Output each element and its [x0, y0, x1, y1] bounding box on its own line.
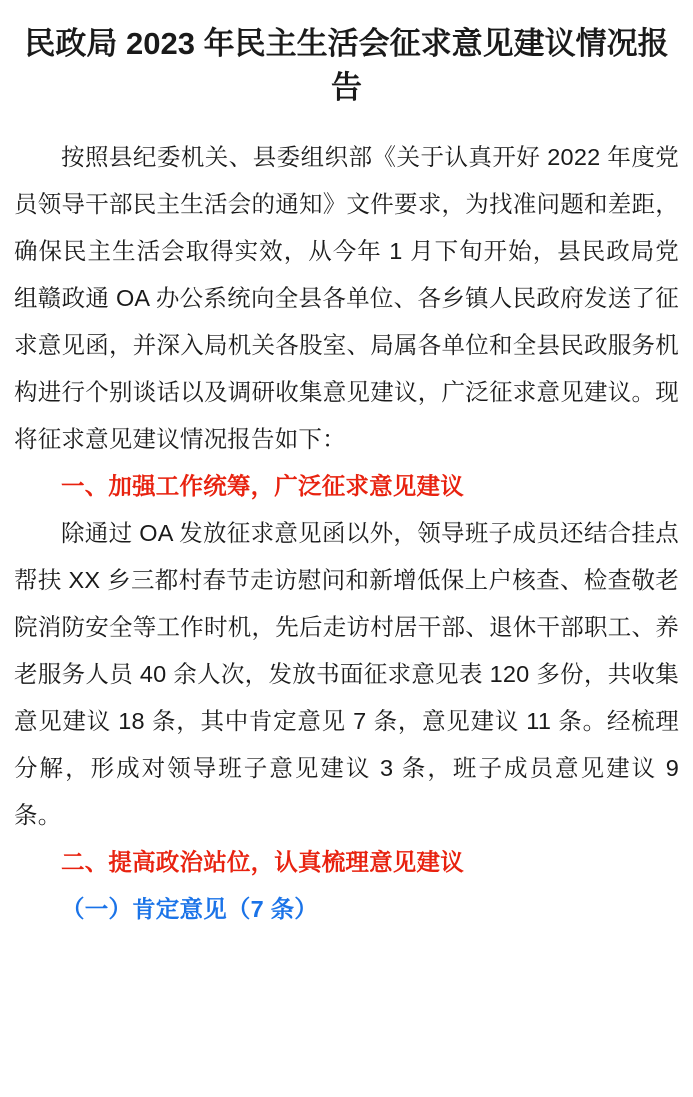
document-body — [14, 134, 679, 933]
section-heading-two: 二、提高政治站位，认真梳理意见建议 — [61, 849, 464, 875]
subsection-heading-one: （一）肯定意见（7 条） — [61, 896, 318, 922]
paragraph-section-one-body: 除通过 OA 发放征求意见函以外，领导班子成员还结合挂点帮扶 XX 乡三都村春节走访慰问和新增低保上户核查、检查敬老院消防安全等工作时机，先后走访村居干部、退休干部职工、养老服务人员 40 余人次，发放书面征求意见表 120 多份，共收集意见建议 18 条，其中肯定意见 7 条，意见建议 11 条。经梳理分解，形成对领导班子意见建议 3 条，班子成员意见建议 9 条。 — [14, 520, 679, 828]
section-heading-one: 一、加强工作统筹，广泛征求意见建议 — [61, 473, 464, 499]
paragraph-intro: 按照县纪委机关、县委组织部《关于认真开好 2022 年度党员领导干部民主生活会的通知》文件要求，为找准问题和差距，确保民主生活会取得实效，从今年 1 月下旬开始，县民政局党组赣政通 OA 办公系统向全县各单位、各乡镇人民政府发送了征求意见函，并深入局机关各股室、局属各单位和全县民政服务机构进行个别谈话以及调研收集意见建议，广泛征求意见建议。现将征求意见建议情况报告如下： — [14, 144, 679, 452]
page-title: 民政局 2023 年民主生活会征求意见建议情况报告 — [24, 26, 669, 105]
